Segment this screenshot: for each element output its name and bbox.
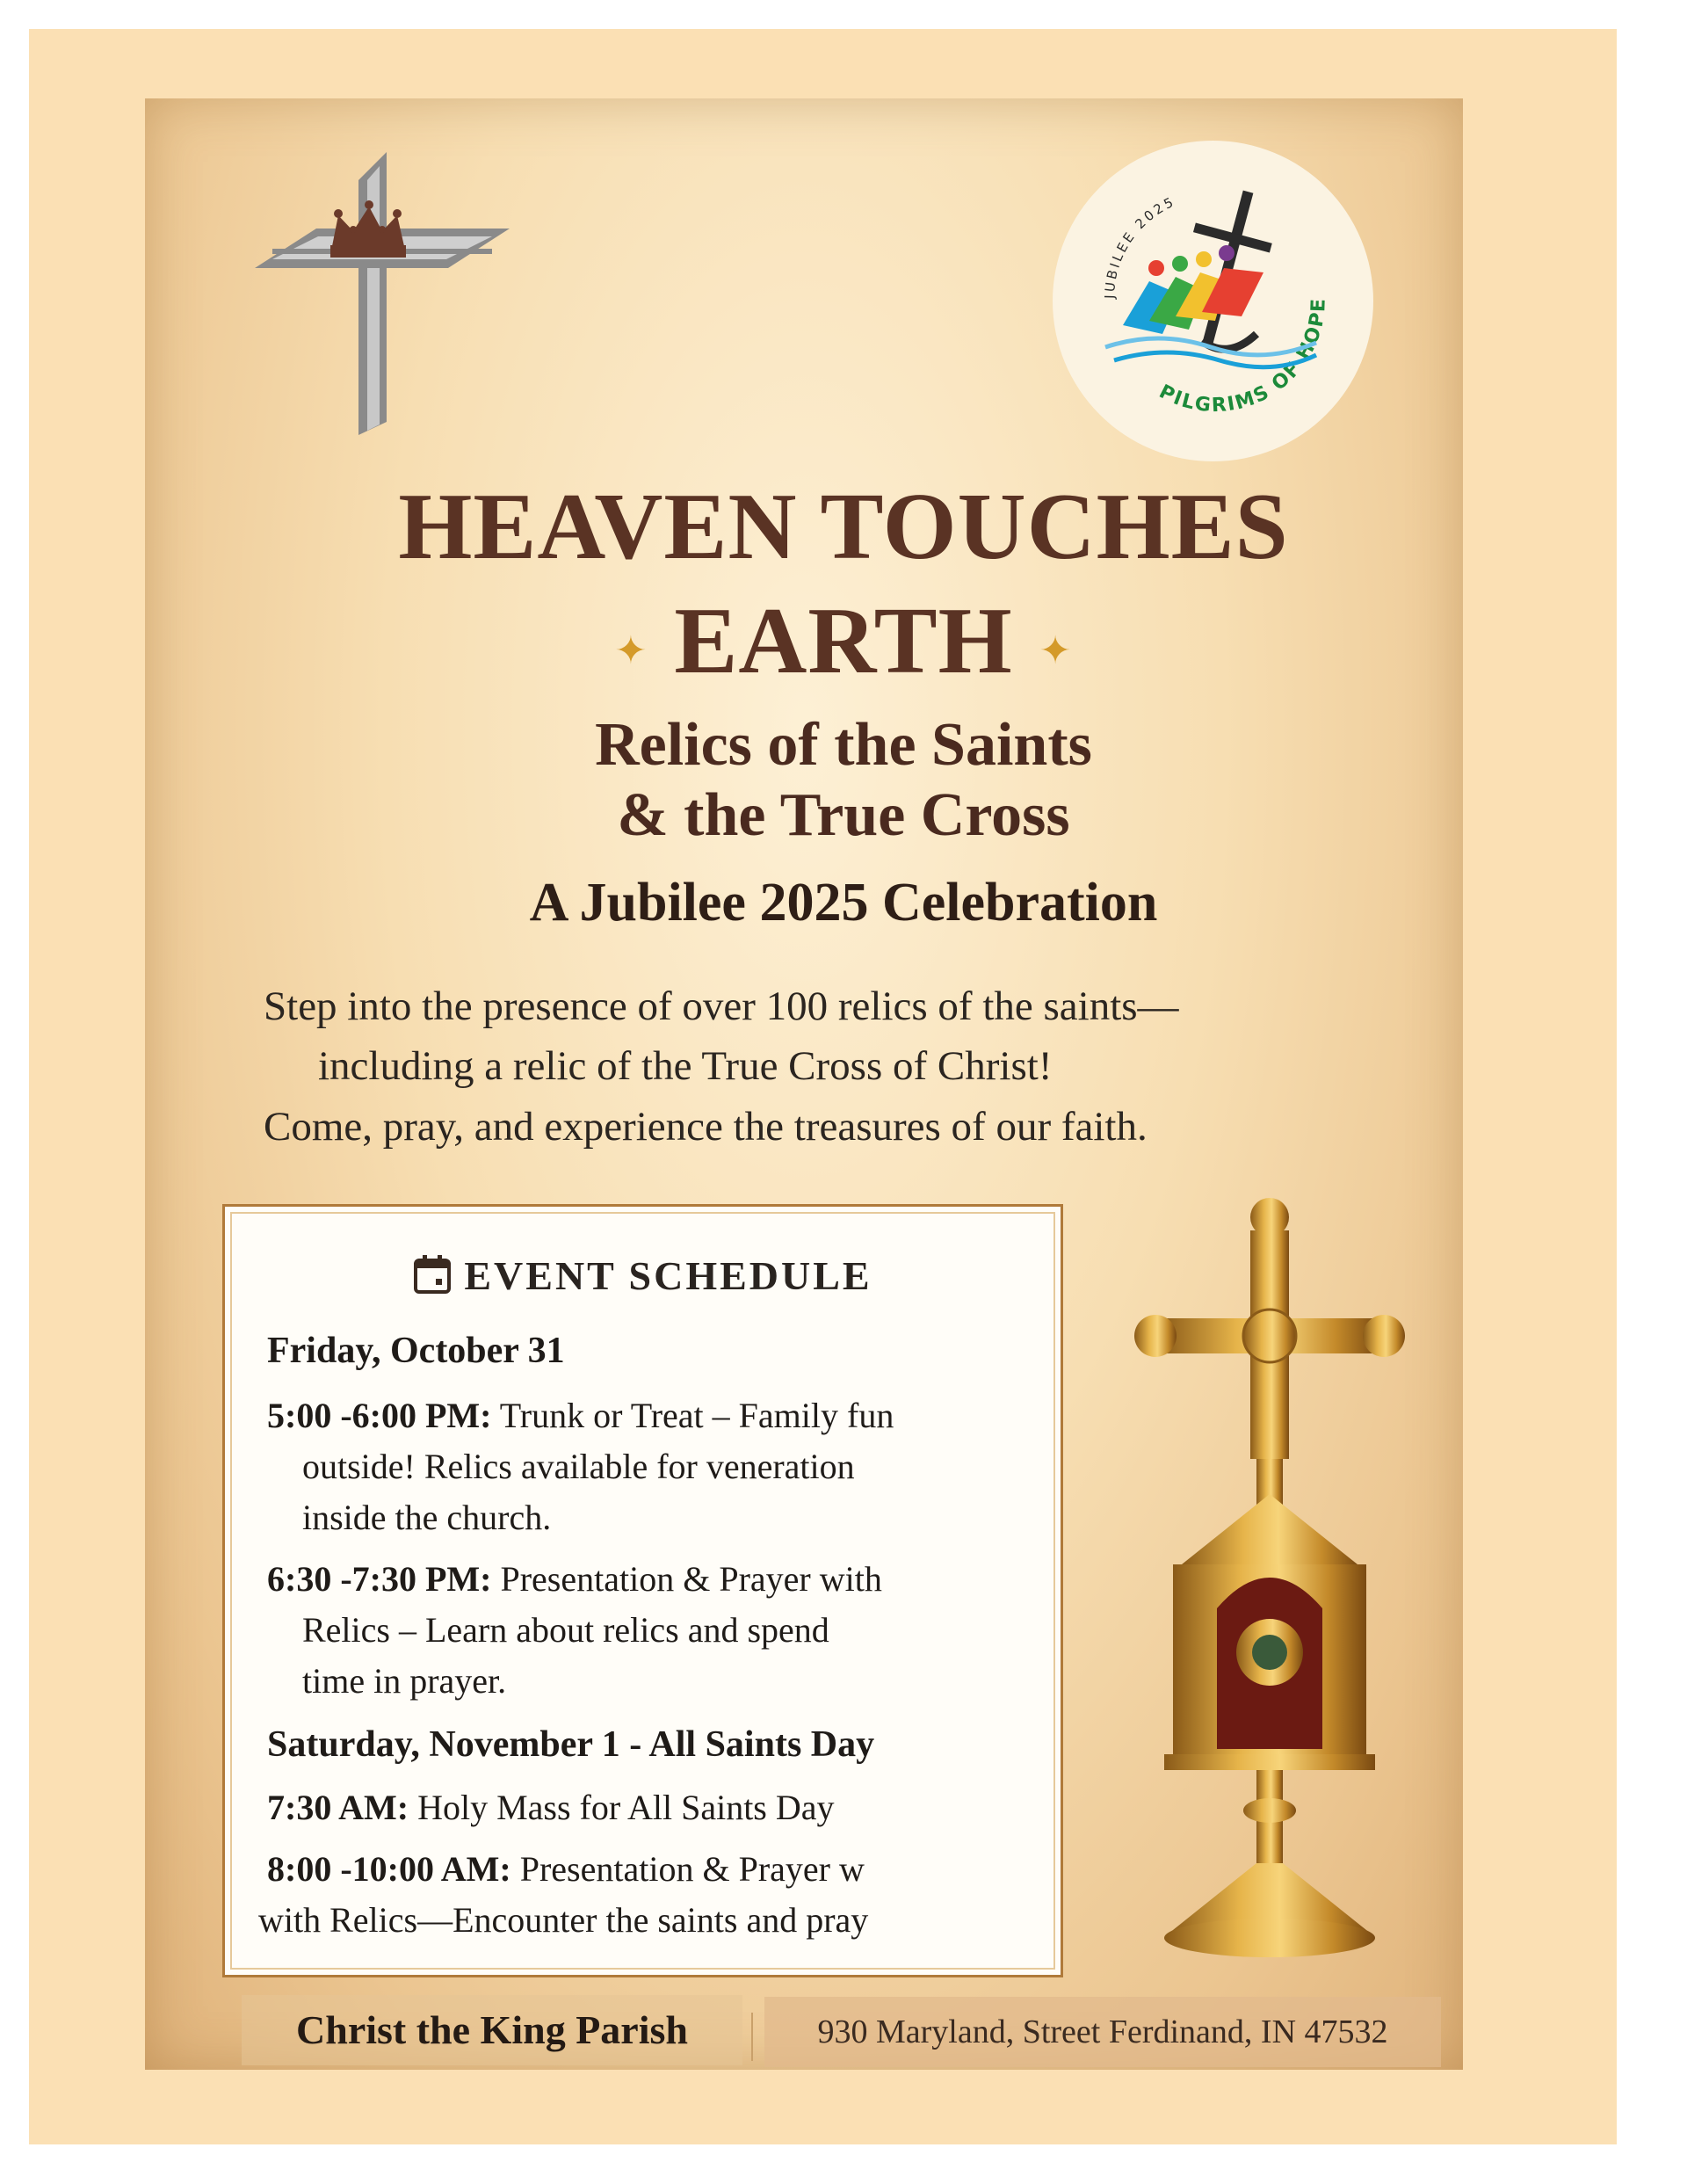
- event-presentation-friday: [267, 1558, 882, 1600]
- subtitle-relics: Relics of the Saints: [595, 711, 1092, 779]
- svg-text:JUBILEE 2025: [1102, 193, 1178, 300]
- jubilee-2025-logo: [1053, 141, 1373, 461]
- schedule-day-saturday: Saturday, November 1 - All Saints Day: [267, 1724, 875, 1765]
- jubilee-logo-bottom-text: PILGRIMS OF HOPE: [1155, 296, 1330, 417]
- star-ornament-left-icon: ✦: [614, 628, 648, 672]
- event-text-line: inside the church.: [302, 1498, 552, 1537]
- subtitle-true-cross: & the True Cross: [617, 781, 1070, 849]
- event-text-line: with Relics—Encounter the saints and pray: [258, 1900, 869, 1940]
- footer-divider: [751, 2013, 753, 2061]
- event-time: 5:00 -6:00 PM:: [267, 1396, 492, 1435]
- main-title-line-1: HEAVEN TOUCHES: [398, 475, 1289, 579]
- calendar-icon: [413, 1254, 452, 1295]
- event-text-line: time in prayer.: [302, 1661, 507, 1701]
- event-text-line: Relics – Learn about relics and spend: [302, 1610, 829, 1650]
- reliquary-cross-icon: [1133, 1195, 1406, 1960]
- crown-cross-logo-icon: [255, 145, 510, 435]
- event-text: Holy Mass for All Saints Day: [409, 1788, 835, 1827]
- event-text: Presentation & Prayer with: [491, 1559, 882, 1599]
- schedule-day-friday: Friday, October 31: [267, 1331, 565, 1371]
- schedule-heading: [225, 1252, 1061, 1299]
- subtitle-jubilee: A Jubilee 2025 Celebration: [529, 873, 1158, 932]
- event-text-line: outside! Relics available for veneration: [302, 1447, 855, 1486]
- schedule-heading-text: EVENT SCHEDULE: [464, 1253, 872, 1298]
- footer-address: 930 Maryland, Street Ferdinand, IN 47532: [764, 1997, 1441, 2067]
- intro-line-3: Come, pray, and experience the treasures of our faith.: [264, 1104, 1148, 1150]
- star-ornament-right-icon: ✦: [1039, 628, 1073, 672]
- event-trunk-or-treat: [267, 1395, 894, 1436]
- event-text: Presentation & Prayer w: [510, 1849, 865, 1889]
- main-title-earth: EARTH: [674, 589, 1013, 693]
- event-time: 7:30 AM:: [267, 1788, 409, 1827]
- event-time: 8:00 -10:00 AM:: [267, 1849, 511, 1889]
- footer-parish-name: Christ the King Parish: [242, 1995, 742, 2065]
- event-schedule-box: [222, 1204, 1063, 1977]
- event-presentation-saturday: [267, 1848, 865, 1890]
- intro-line-1: Step into the presence of over 100 relics of the saints—: [264, 983, 1179, 1029]
- event-holy-mass: [267, 1787, 835, 1828]
- main-title-line-2: [0, 587, 1687, 696]
- jubilee-logo-top-text: JUBILEE 2025: [1101, 192, 1178, 300]
- pilgrims-of-hope-emblem-icon: [1053, 141, 1373, 461]
- event-time: 6:30 -7:30 PM:: [267, 1559, 492, 1599]
- intro-line-2: including a relic of the True Cross of Christ!: [318, 1043, 1053, 1089]
- event-text: Trunk or Treat – Family fun: [491, 1396, 894, 1435]
